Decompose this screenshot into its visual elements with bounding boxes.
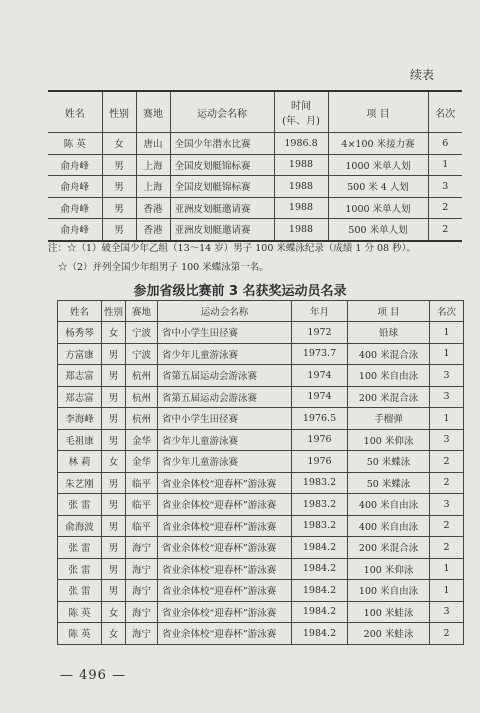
table-cell: 1973.7 [292, 343, 348, 365]
table-cell: 张 雷 [58, 558, 102, 580]
table-cell: 方富康 [58, 343, 102, 365]
table-cell: 省第五届运动会游泳赛 [158, 386, 292, 408]
table-cell: 男 [102, 386, 126, 408]
column-header: 年月 [292, 301, 348, 322]
table-cell: 女 [102, 623, 126, 645]
table-cell: 200 米混合泳 [348, 386, 430, 408]
table-cell: 男 [102, 472, 126, 494]
column-header: 名次 [428, 91, 462, 133]
table-cell: 100 米自由泳 [348, 580, 430, 602]
table-cell: 3 [430, 494, 464, 516]
table-cell: 100 米仰泳 [348, 558, 430, 580]
table-row [58, 601, 464, 623]
continued-label: 续表 [410, 68, 435, 82]
table-cell: 俞舟峰 [48, 197, 102, 219]
table-row [58, 623, 464, 645]
table-cell: 陈 英 [58, 623, 102, 645]
table-cell: 男 [102, 429, 126, 451]
table-cell: 省业余体校“迎春杯”游泳赛 [158, 623, 292, 645]
table-header-row [58, 301, 464, 322]
table-cell: 省业余体校“迎春杯”游泳赛 [158, 515, 292, 537]
table-cell: 省少年儿童游泳赛 [158, 429, 292, 451]
table-cell: 男 [102, 365, 126, 387]
table-cell: 陈 英 [58, 601, 102, 623]
table-cell: 1984.2 [292, 623, 348, 645]
table-cell: 铅球 [348, 322, 430, 344]
table-cell: 男 [102, 515, 126, 537]
table-cell: 张 雷 [58, 537, 102, 559]
table-cell: 省业余体校“迎春杯”游泳赛 [158, 580, 292, 602]
table-cell: 100 米自由泳 [348, 365, 430, 387]
table-cell: 50 米蝶泳 [348, 451, 430, 473]
table-row [58, 408, 464, 430]
column-header: 项 目 [348, 301, 430, 322]
table-cell: 全国皮划艇锦标赛 [170, 176, 274, 198]
table-cell: 1974 [292, 365, 348, 387]
table-row [58, 429, 464, 451]
table-cell: 3 [430, 429, 464, 451]
table-cell: 1988 [274, 176, 328, 198]
column-header: 性别 [102, 301, 126, 322]
table-cell: 1988 [274, 197, 328, 219]
table-cell: 1984.2 [292, 558, 348, 580]
table-cell: 男 [102, 176, 136, 198]
column-header: 性别 [102, 91, 136, 133]
table-cell: 400 米混合泳 [348, 343, 430, 365]
table-cell: 全国皮划艇锦标赛 [170, 154, 274, 176]
table-cell: 金华 [126, 451, 158, 473]
table-cell: 省第五届运动会游泳赛 [158, 365, 292, 387]
table-row [48, 197, 462, 219]
column-header: 运动会名称 [158, 301, 292, 322]
table-row [48, 219, 462, 241]
table-cell: 男 [102, 558, 126, 580]
table-cell: 俞海波 [58, 515, 102, 537]
table-cell: 1000 米单人划 [328, 197, 428, 219]
table-cell: 林 莉 [58, 451, 102, 473]
table-row [58, 558, 464, 580]
table-cell: 省中小学生田径赛 [158, 322, 292, 344]
table-cell: 俞舟峰 [48, 154, 102, 176]
table-cell: 香港 [136, 197, 170, 219]
section-title: 参加省级比赛前 3 名获奖运动员名录 [133, 284, 347, 299]
table-cell: 1972 [292, 322, 348, 344]
note-2: ☆（2）并列全国少年组男子 100 米蝶泳第一名。 [58, 262, 269, 273]
table-cell: 3 [428, 176, 462, 198]
table-cell: 张 雷 [58, 580, 102, 602]
table-cell: 亚洲皮划艇邀请赛 [170, 219, 274, 241]
table-cell: 500 米 4 人划 [328, 176, 428, 198]
table-cell: 海宁 [126, 558, 158, 580]
table-row [48, 154, 462, 176]
table-cell: 3 [430, 386, 464, 408]
table-cell: 1 [430, 408, 464, 430]
table-cell: 亚洲皮划艇邀请赛 [170, 197, 274, 219]
table-cell: 男 [102, 580, 126, 602]
table-cell: 男 [102, 219, 136, 241]
table-cell: 临平 [126, 472, 158, 494]
table-cell: 省业余体校“迎春杯”游泳赛 [158, 601, 292, 623]
table-cell: 李海峰 [58, 408, 102, 430]
table-cell: 1 [430, 558, 464, 580]
column-header: 项 目 [328, 91, 428, 133]
table-cell: 省少年儿童游泳赛 [158, 343, 292, 365]
table-cell: 临平 [126, 494, 158, 516]
table-cell: 俞舟峰 [48, 219, 102, 241]
table-cell: 宁波 [126, 322, 158, 344]
table-cell: 陈 英 [48, 133, 102, 155]
table-cell: 100 米蛙泳 [348, 601, 430, 623]
table-cell: 1976 [292, 429, 348, 451]
table-cell: 1 [430, 580, 464, 602]
table-row [58, 472, 464, 494]
table-cell: 海宁 [126, 623, 158, 645]
table-cell: 1988 [274, 219, 328, 241]
table-cell: 1984.2 [292, 580, 348, 602]
table-row [58, 343, 464, 365]
table-cell: 杭州 [126, 365, 158, 387]
table-row [58, 451, 464, 473]
table-cell: 2 [430, 472, 464, 494]
column-header: 时间 (年、月) [274, 91, 328, 133]
column-header: 姓名 [58, 301, 102, 322]
table-cell: 男 [102, 154, 136, 176]
table-cell: 1974 [292, 386, 348, 408]
table-cell: 1 [430, 343, 464, 365]
table-cell: 1984.2 [292, 537, 348, 559]
table-provincial-results [57, 300, 464, 645]
table-cell: 香港 [136, 219, 170, 241]
table-cell: 2 [428, 219, 462, 241]
table-cell: 上海 [136, 176, 170, 198]
note-1: 注：☆（1）破全国少年乙组（13～14 岁）男子 100 米蝶泳纪录（成绩 1 分 08 秒）。 [48, 243, 416, 254]
table-cell: 男 [102, 537, 126, 559]
column-header: 姓名 [48, 91, 102, 133]
table-cell: 2 [430, 515, 464, 537]
table-cell: 1984.2 [292, 601, 348, 623]
table-cell: 女 [102, 601, 126, 623]
table-cell: 500 米单人划 [328, 219, 428, 241]
table-national-results [48, 90, 462, 242]
table-cell: 400 米自由泳 [348, 515, 430, 537]
table-row [58, 365, 464, 387]
table-cell: 1986.8 [274, 133, 328, 155]
table-cell: 省业余体校“迎春杯”游泳赛 [158, 537, 292, 559]
table-cell: 2 [430, 451, 464, 473]
column-header: 名次 [430, 301, 464, 322]
table-cell: 唐山 [136, 133, 170, 155]
table-cell: 海宁 [126, 537, 158, 559]
table-cell: 女 [102, 322, 126, 344]
table-cell: 6 [428, 133, 462, 155]
table-cell: 400 米自由泳 [348, 494, 430, 516]
table-row [58, 515, 464, 537]
table-cell: 50 米蝶泳 [348, 472, 430, 494]
table-cell: 毛祖康 [58, 429, 102, 451]
table-cell: 100 米仰泳 [348, 429, 430, 451]
table-cell: 200 米蛙泳 [348, 623, 430, 645]
table-cell: 200 米混合泳 [348, 537, 430, 559]
table-cell: 郑志富 [58, 365, 102, 387]
table-cell: 3 [430, 601, 464, 623]
table-cell: 男 [102, 494, 126, 516]
table-cell: 郑志富 [58, 386, 102, 408]
table-cell: 4×100 米接力赛 [328, 133, 428, 155]
table-row [58, 386, 464, 408]
table-cell: 1983.2 [292, 494, 348, 516]
table-cell: 上海 [136, 154, 170, 176]
table-cell: 2 [430, 623, 464, 645]
table-cell: 杭州 [126, 408, 158, 430]
column-header: 赛地 [126, 301, 158, 322]
table-cell: 男 [102, 343, 126, 365]
page-number: — 496 — [60, 668, 127, 683]
table-cell: 海宁 [126, 580, 158, 602]
table-cell: 俞舟峰 [48, 176, 102, 198]
table-row [58, 322, 464, 344]
table-cell: 省业余体校“迎春杯”游泳赛 [158, 472, 292, 494]
table-cell: 省少年儿童游泳赛 [158, 451, 292, 473]
table-cell: 杨秀琴 [58, 322, 102, 344]
table-cell: 1 [428, 154, 462, 176]
table-cell: 临平 [126, 515, 158, 537]
table-cell: 手榴弹 [348, 408, 430, 430]
table-cell: 男 [102, 408, 126, 430]
column-header: 运动会名称 [170, 91, 274, 133]
table-cell: 1000 米单人划 [328, 154, 428, 176]
table-cell: 省中小学生田径赛 [158, 408, 292, 430]
table-cell: 女 [102, 451, 126, 473]
table-cell: 金华 [126, 429, 158, 451]
table-cell: 海宁 [126, 601, 158, 623]
table-cell: 朱艺刚 [58, 472, 102, 494]
column-header: 赛地 [136, 91, 170, 133]
table-cell: 男 [102, 197, 136, 219]
table-cell: 1983.2 [292, 472, 348, 494]
table-row [58, 537, 464, 559]
table-cell: 1976 [292, 451, 348, 473]
table-cell: 3 [430, 365, 464, 387]
table-cell: 省业余体校“迎春杯”游泳赛 [158, 558, 292, 580]
table-cell: 张 雷 [58, 494, 102, 516]
table-cell: 1 [430, 322, 464, 344]
table-cell: 杭州 [126, 386, 158, 408]
table-cell: 省业余体校“迎春杯”游泳赛 [158, 494, 292, 516]
table-row [58, 494, 464, 516]
table-cell: 宁波 [126, 343, 158, 365]
table-cell: 2 [430, 537, 464, 559]
table-row [48, 133, 462, 155]
table-cell: 1983.2 [292, 515, 348, 537]
table-cell: 全国少年潜水比赛 [170, 133, 274, 155]
table-cell: 1988 [274, 154, 328, 176]
table-row [58, 580, 464, 602]
table-header-row [48, 91, 462, 133]
table-cell: 1976.5 [292, 408, 348, 430]
table-row [48, 176, 462, 198]
table-cell: 2 [428, 197, 462, 219]
table-cell: 女 [102, 133, 136, 155]
